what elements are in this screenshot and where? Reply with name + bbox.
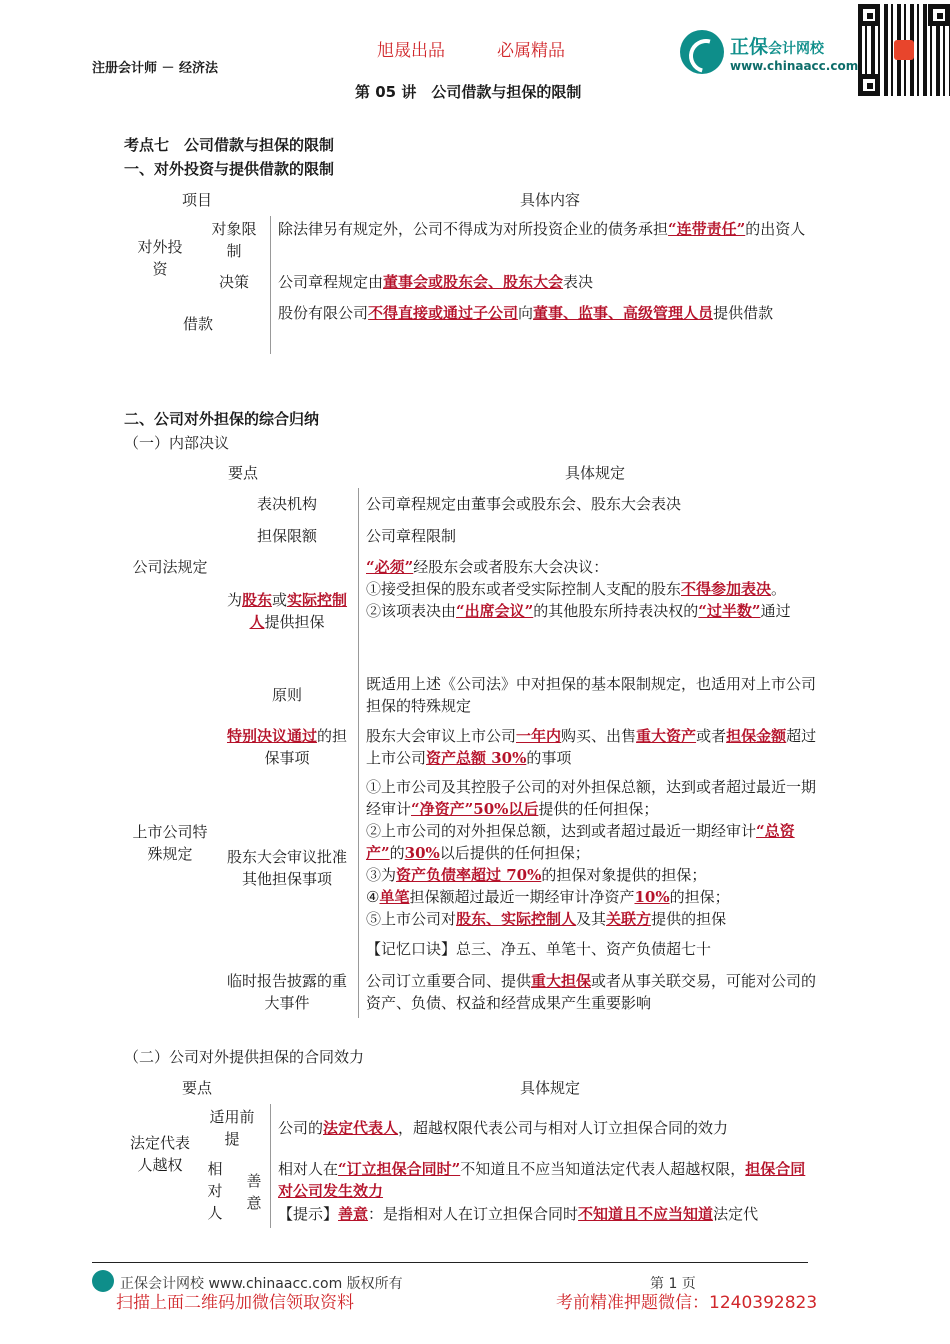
special-resolution-label: 特别决议通过的担保事项 xyxy=(226,727,348,767)
principle-label: 原则 xyxy=(271,686,302,704)
slogan-left: 旭晟出品 xyxy=(377,41,445,61)
doc-label: 注册会计师 － 经济法 xyxy=(92,61,219,76)
sub2-title: （二）公司对外提供担保的合同效力 xyxy=(124,1048,365,1066)
row-decision-label: 决策 xyxy=(218,273,249,291)
shareholder-guarantee-label: 为股东或实际控制人提供担保 xyxy=(226,591,348,631)
row-target-label: 对象限制 xyxy=(211,220,257,260)
group-company-law: 公司法规定 xyxy=(132,558,208,576)
row-target-text: 除法律另有规定外，公司不得成为对所投资企业的债务承担“连带责任”的出资人 xyxy=(278,220,806,238)
other-guarantee-label: 股东大会审议批准其他担保事项 xyxy=(226,848,347,888)
footer-promo-right: 考前精准押题微信：1240392823 xyxy=(556,1293,818,1313)
footer-promo-left: 扫描上面二维码加微信领取资料 xyxy=(116,1293,354,1313)
mnemonic: 【记忆口诀】总三、净五、单笔十、资产负债超七十 xyxy=(366,940,712,958)
part1-title: 一、对外投资与提供借款的限制 xyxy=(124,160,335,178)
temp-report-label: 临时报告披露的重大事件 xyxy=(226,972,347,1012)
group-legal-rep: 法定代表人越权 xyxy=(130,1134,191,1174)
special-resolution-text: 股东大会审议上市公司一年内购买、出售重大资产或者担保金额超过上市公司资产总额 30%的事项 xyxy=(366,727,817,767)
slogan-right: 必属精品 xyxy=(497,41,565,61)
goodfaith-text: 相对人在“订立担保合同时”不知道且不应当知道法定代表人超越权限，担保合同对公司发生效力 xyxy=(278,1160,806,1200)
page-number: 第 1 页 xyxy=(650,1276,696,1292)
group-listed: 上市公司特殊规定 xyxy=(132,823,208,863)
row-decision-text: 公司章程规定由董事会或股东会、股东大会表决 xyxy=(278,273,594,291)
shareholder-guarantee-text: “必须”经股东会或者股东大会决议： ①接受担保的股东或者受实际控制人支配的股东不得参加表决。 ②该项表决由“出席会议”的其他股东所持表决权的“过半数”通过 xyxy=(366,558,791,620)
limit-label: 担保限额 xyxy=(256,527,317,545)
row-loan-label: 借款 xyxy=(182,315,213,333)
logo-name-small: 会计网校 xyxy=(768,40,825,57)
vote-text: 公司章程规定由董事会或股东会、股东大会表决 xyxy=(366,495,682,513)
col-item-header: 项目 xyxy=(182,191,213,209)
limit-text: 公司章程限制 xyxy=(366,527,457,545)
other-guarantee-text: ①上市公司及其控股子公司的对外担保总额，达到或者超过最近一期经审计“净资产”50%以后提供的任何担保； ②上市公司的对外担保总额，达到或者超过最近一期经审计“总资产”的30%以后提供的任何担保； ③为资产负债率超过 70%的担保对象提供的担保； ④单笔担保额超过最近一期经审计净资产10%的担保； ⑤上市公司对股东、实际控制人及其关联方提供的担保 xyxy=(366,778,817,928)
logo-name: 正保 xyxy=(730,35,769,58)
temp-report-text: 公司订立重要合同、提供重大担保或者从事关联交易，可能对公司的资产、负债、权益和经营成果产生重要影响 xyxy=(366,972,817,1012)
logo-icon xyxy=(680,30,724,74)
sub1-title: （一）内部决议 xyxy=(124,434,230,452)
section-heading: 考点七 公司借款与担保的限制 xyxy=(124,136,335,154)
col-point-header: 要点 xyxy=(228,464,259,482)
logo-url: www.chinaacc.com xyxy=(730,58,859,73)
premise-text: 公司的法定代表人，超越权限代表公司与相对人订立担保合同的效力 xyxy=(278,1119,729,1137)
part2-title: 二、公司对外担保的综合归纳 xyxy=(124,410,320,428)
vote-label: 表决机构 xyxy=(256,495,317,513)
group-investment: 对外投资 xyxy=(137,238,183,278)
col-rule-header: 具体规定 xyxy=(565,464,626,482)
footer-copyright: 正保会计网校 www.chinaacc.com 版权所有 xyxy=(120,1276,403,1292)
col-point-header-2: 要点 xyxy=(182,1079,213,1097)
col-content-header: 具体内容 xyxy=(520,191,581,209)
row-loan-text: 股份有限公司不得直接或通过子公司向董事、监事、高级管理人员提供借款 xyxy=(278,304,774,322)
tip-text: 【提示】善意：是指相对人在订立担保合同时不知道且不应当知道法定代 xyxy=(278,1205,759,1223)
goodfaith-label: 善意 xyxy=(246,1172,262,1212)
premise-label: 适用前提 xyxy=(209,1108,255,1148)
principle-text: 既适用上述《公司法》中对担保的基本限制规定，也适用对上市公司担保的特殊规定 xyxy=(366,675,817,715)
brand-logo xyxy=(680,30,858,74)
lecture-title: 第 05 讲 公司借款与担保的限制 xyxy=(355,83,582,101)
col-rule-header-2: 具体规定 xyxy=(520,1079,581,1097)
footer-logo-icon xyxy=(92,1270,114,1292)
qr-code-icon xyxy=(858,4,950,96)
counterpart-label: 相对人 xyxy=(207,1160,223,1222)
